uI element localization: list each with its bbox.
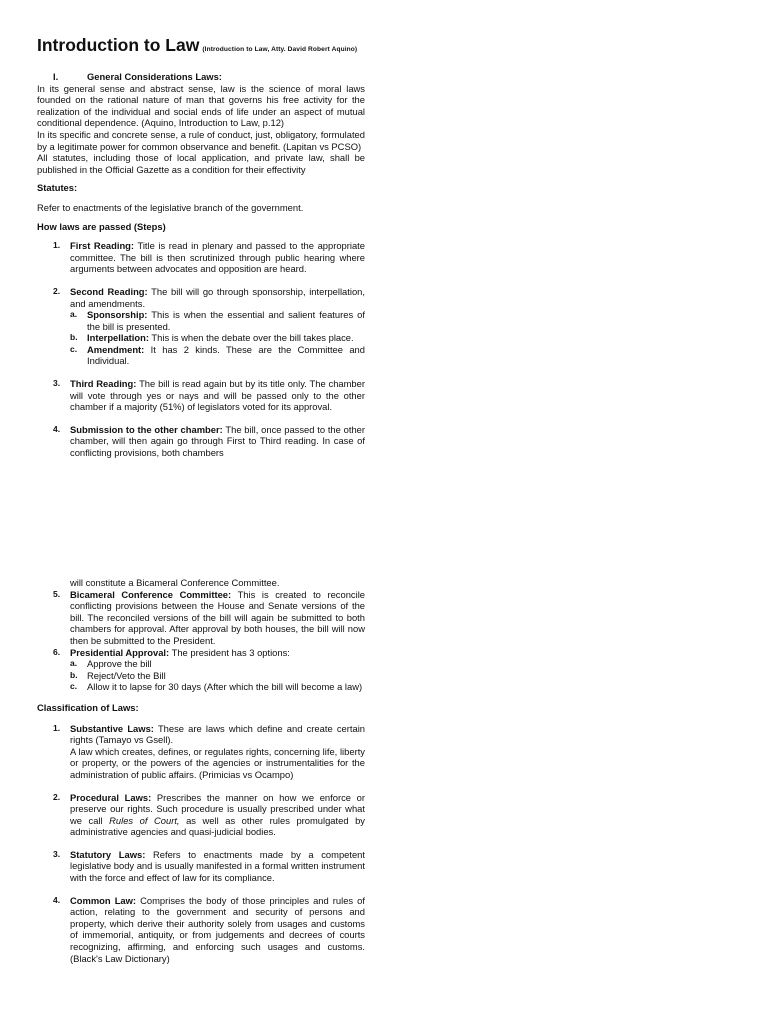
sub-item-text: It has 2 kinds. These are the Committee and Individual. (87, 343, 365, 367)
steps-heading: How laws are passed (Steps) (37, 220, 166, 232)
section-numeral: I. (53, 71, 59, 82)
sub-item (70, 344, 365, 367)
item-text: The bill will go through sponsorship, interpellation, and amendments. (70, 285, 365, 309)
item-number: 2. (53, 285, 61, 296)
sub-item-text: This is when the debate over the bill takes place. (151, 332, 354, 344)
spacer (37, 838, 365, 849)
item-text: Title is read in plenary and passed to the appropriate committee. The bill is then scrutinized through public hearing where arguments between advocates and opposition are heard. (70, 240, 365, 275)
list-item (37, 849, 365, 884)
document-title (37, 35, 365, 60)
item-text: The bill, once passed to the other chamber, will then again go through First to Third reading. In case of conflicting provisions, both chambers (70, 423, 365, 459)
sub-item-letter: a. (70, 309, 78, 320)
item-number: 1. (53, 722, 61, 733)
list-item (37, 240, 365, 275)
spacer (37, 413, 365, 424)
upper-column (37, 35, 365, 459)
spacer (37, 884, 365, 895)
item-number: 5. (53, 588, 61, 599)
list-item (37, 723, 365, 781)
sub-item (70, 670, 365, 682)
title-note: (Introduction to Law, Atty. David Robert Aquino) (202, 46, 358, 53)
continuation-text: will constitute a Bicameral Conference Committee. (70, 577, 280, 588)
item-extra-text: A law which creates, defines, or regulates rights, concerning life, liberty or property, or the powers of the agencies or instrumentalities for the administration of public affairs. (Primicias vs Ocampo) (70, 745, 365, 780)
item-term: Second Reading: (70, 285, 148, 297)
item-number: 4. (53, 894, 61, 905)
item-number: 4. (53, 423, 61, 434)
item-number: 2. (53, 791, 61, 802)
item-number: 6. (53, 646, 61, 657)
sub-item-text: This is when the essential and salient features of the bill is presented. (87, 309, 365, 332)
sub-item-letter: b. (70, 669, 78, 680)
sub-item-term: Amendment: (87, 343, 145, 355)
title-text: Introduction to Law (37, 35, 200, 55)
statutes-heading: Statutes: (37, 182, 78, 194)
item-text: The bill is read again but by its title only. The chamber will vote through yes or nays and will be passed only to the other chamber if a majority (51%) of legislators voted for its approval. (70, 378, 365, 413)
steps-list-continued (37, 589, 365, 693)
item-number: 3. (53, 848, 61, 859)
spacer (37, 275, 365, 286)
sub-item-term: Sponsorship: (87, 309, 148, 321)
general-para-1: In its general sense and abstract sense, law is the science of moral laws founded on the rational nature of man that governs his free activity for the realization of the individual and social ends of life under an aspect of mutual conditional dependence. (Aquino, Introduction to Law, p.12) (37, 82, 365, 129)
item-number: 3. (53, 378, 61, 389)
sub-item-letter: b. (70, 332, 78, 343)
sub-item-text: Reject/Veto the Bill (87, 669, 166, 681)
item-term: Presidential Approval: (70, 646, 170, 658)
list-item (37, 589, 365, 647)
lower-column (37, 577, 365, 964)
item-text: The president has 3 options: (171, 646, 290, 658)
list-item (37, 286, 365, 367)
list-item (37, 895, 365, 965)
item-text: Comprises the body of those principles and rules of action, relating to the government and security of persons and property, which derive their authority solely from usages and customs of immemorial, antiquity, or from judgements and decrees of courts recognizing, affirming, and enforcing such usages and customs. (Black's Law Dictionary) (70, 894, 366, 964)
sub-item (70, 658, 365, 670)
sub-item (70, 681, 365, 693)
item-term: Bicameral Conference Committee: (70, 588, 232, 600)
sub-item-letter: c. (70, 343, 78, 354)
item-emphasis: Rules of Court, (109, 814, 180, 826)
steps-list (37, 240, 365, 459)
item-term: Substantive Laws: (70, 722, 154, 734)
section-general-heading (37, 71, 365, 83)
section-heading-text: General Considerations Laws: (87, 71, 222, 82)
sub-item-text: Allow it to lapse for 30 days (After which the bill will become a law) (87, 681, 363, 693)
list-item (37, 647, 365, 693)
statutes-text: Refer to enactments of the legislative branch of the government. (37, 201, 304, 213)
sub-item-text: Approve the bill (87, 658, 152, 670)
list-item (37, 424, 365, 459)
item-text: These are laws which define and create certain rights (Tamayo vs Gsell). (70, 722, 365, 746)
sub-item (70, 332, 365, 344)
item-term: Submission to the other chamber: (70, 423, 223, 435)
classification-heading: Classification of Laws: (37, 701, 139, 713)
spacer (37, 367, 365, 378)
item-text: This is created to reconcile conflicting provisions between the House and Senate versions of the bill. The reconciled versions of the bill will again be submitted to both chambers for approval. After approval by both houses, the bill will now then be submitted to the President. (70, 588, 365, 646)
general-para-3: All statutes, including those of local application, and private law, shall be published in the Official Gazette as a condition for their effectivity (37, 152, 365, 175)
sub-item-letter: a. (70, 658, 78, 669)
list-item (37, 792, 365, 838)
general-para-2: In its specific and concrete sense, a rule of conduct, just, obligatory, formulated by a legitimate power for common observance and benefit. (Lapitan vs PCSO) (37, 128, 365, 152)
list-item (37, 378, 365, 413)
spacer (37, 781, 365, 792)
item-term: Common Law: (70, 894, 137, 906)
item-text: Prescribes the manner on how we enforce or preserve our rights. Such procedure is usually prescribed under what we call (70, 791, 365, 826)
item-term: First Reading: (70, 240, 135, 252)
item-term: Third Reading: (70, 378, 137, 390)
sub-item (70, 309, 365, 332)
sub-item-term: Interpellation: (87, 332, 149, 344)
item-text: as well as other rules promulgated by administrative agencies and quasi-judicial bodies. (70, 814, 365, 838)
item-text: Refers to enactments made by a competent legislative body and is usually manifested in a formal written instrument with the force and effect of law for its compliance. (70, 848, 366, 884)
classification-list (37, 723, 365, 965)
item-term: Statutory Laws: (70, 848, 146, 860)
item-term: Procedural Laws: (70, 791, 152, 803)
item-number: 1. (53, 240, 61, 251)
sub-item-letter: c. (70, 681, 78, 692)
